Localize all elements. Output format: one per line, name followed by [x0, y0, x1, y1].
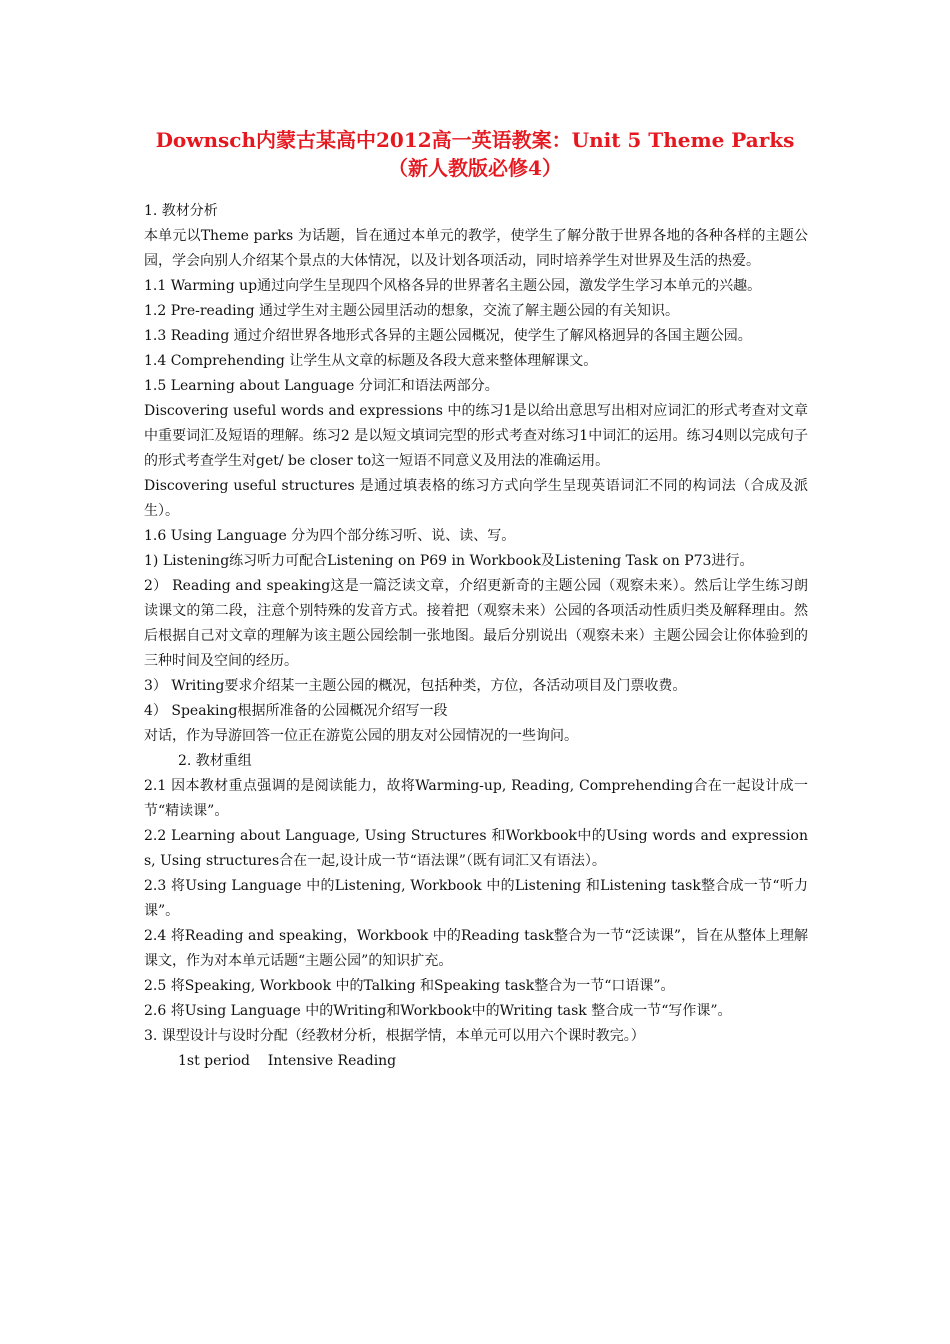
paragraph: 对话，作为导游回答一位正在游览公园的朋友对公园情况的一些询问。: [144, 728, 578, 744]
paragraph: Discovering useful structures 是通过填表格的练习方式向学生呈现英语词汇不同的构词法（合成及派生）。: [144, 478, 808, 519]
document-title: Downsch内蒙古某高中2012高一英语教案：Unit 5 Theme Parks: [155, 128, 795, 152]
paragraph: 2.1 因本教材重点强调的是阅读能力，故将Warming-up, Reading, Comprehending合在一起设计成一节“精读课”。: [144, 778, 808, 819]
paragraph: 4） Speaking根据所准备的公园概况介绍写一段: [144, 703, 448, 719]
section-heading-1: 1. 教材分析: [144, 203, 218, 219]
paragraph: 2.4 将Reading and speaking，Workbook 中的Reading task整合为一节“泛读课”，旨在从整体上理解课文，作为对本单元话题“主题公园”的知识扩充。: [144, 928, 808, 969]
paragraph: 2） Reading and speaking这是一篇泛读文章，介绍更新奇的主题公园（观察未来）。然后让学生练习朗读课文的第二段，注意个别特殊的发音方式。接着把（观察未来）公园的各项活动性质归类及解释理由。然后根据自己对文章的理解为该主题公园绘制一张地图。最后分别说出（观察未来）主题公园会让你体验到的三种时间及空间的经历。: [144, 578, 808, 669]
paragraph: 2.3 将Using Language 中的Listening, Workbook 中的Listening 和Listening task整合成一节“听力课”。: [144, 878, 808, 919]
paragraph: 1.4 Comprehending 让学生从文章的标题及各段大意来整体理解课文。: [144, 353, 598, 369]
paragraph: 2.6 将Using Language 中的Writing和Workbook中的Writing task 整合成一节“写作课”。: [144, 1003, 732, 1019]
paragraph: 1.5 Learning about Language 分词汇和语法两部分。: [144, 378, 499, 394]
document-subtitle: （新人教版必修4）: [388, 156, 562, 180]
paragraph: 2.2 Learning about Language, Using Structures 和Workbook中的Using words and expressions, Using structures合在一起,设计成一节“语法课”（既有词汇又有语法）。: [144, 828, 808, 869]
paragraph: 1.6 Using Language 分为四个部分练习听、说、读、写。: [144, 528, 516, 544]
paragraph: 2.5 将Speaking, Workbook 中的Talking 和Speaking task整合为一节“口语课”。: [144, 978, 675, 994]
paragraph: 1.2 Pre-reading 通过学生对主题公园里活动的想象，交流了解主题公园的有关知识。: [144, 303, 680, 319]
paragraph: 1.3 Reading 通过介绍世界各地形式各异的主题公园概况，使学生了解风格迥异的各国主题公园。: [144, 328, 752, 344]
paragraph: 3） Writing要求介绍某一主题公园的概况，包括种类，方位，各活动项目及门票收费。: [144, 678, 687, 694]
paragraph: 1.1 Warming up通过向学生呈现四个风格各异的世界著名主题公园，激发学生学习本单元的兴趣。: [144, 278, 762, 294]
paragraph: 本单元以Theme parks 为话题，旨在通过本单元的教学，使学生了解分散于世界各地的各种各样的主题公园，学会向别人介绍某个景点的大体情况，以及计划各项活动，同时培养学生对世界及生活的热爱。: [144, 228, 808, 269]
section-heading-2: 2. 教材重组: [178, 753, 252, 769]
period-line: 1st period Intensive Reading: [178, 1053, 397, 1069]
paragraph: 1) Listening练习听力可配合Listening on P69 in Workbook及Listening Task on P73进行。: [144, 553, 754, 569]
document-body: [144, 199, 808, 1074]
section-heading-3: 3. 课型设计与设时分配（经教材分析，根据学情，本单元可以用六个课时教完。）: [144, 1028, 645, 1044]
paragraph: Discovering useful words and expressions 中的练习1是以给出意思写出相对应词汇的形式考查对文章中重要词汇及短语的理解。练习2 是以短文填词完型的形式考查对练习1中词汇的运用。练习4则以完成句子的形式考查学生对get/ be closer to这一短语不同意义及用法的准确运用。: [144, 403, 808, 469]
